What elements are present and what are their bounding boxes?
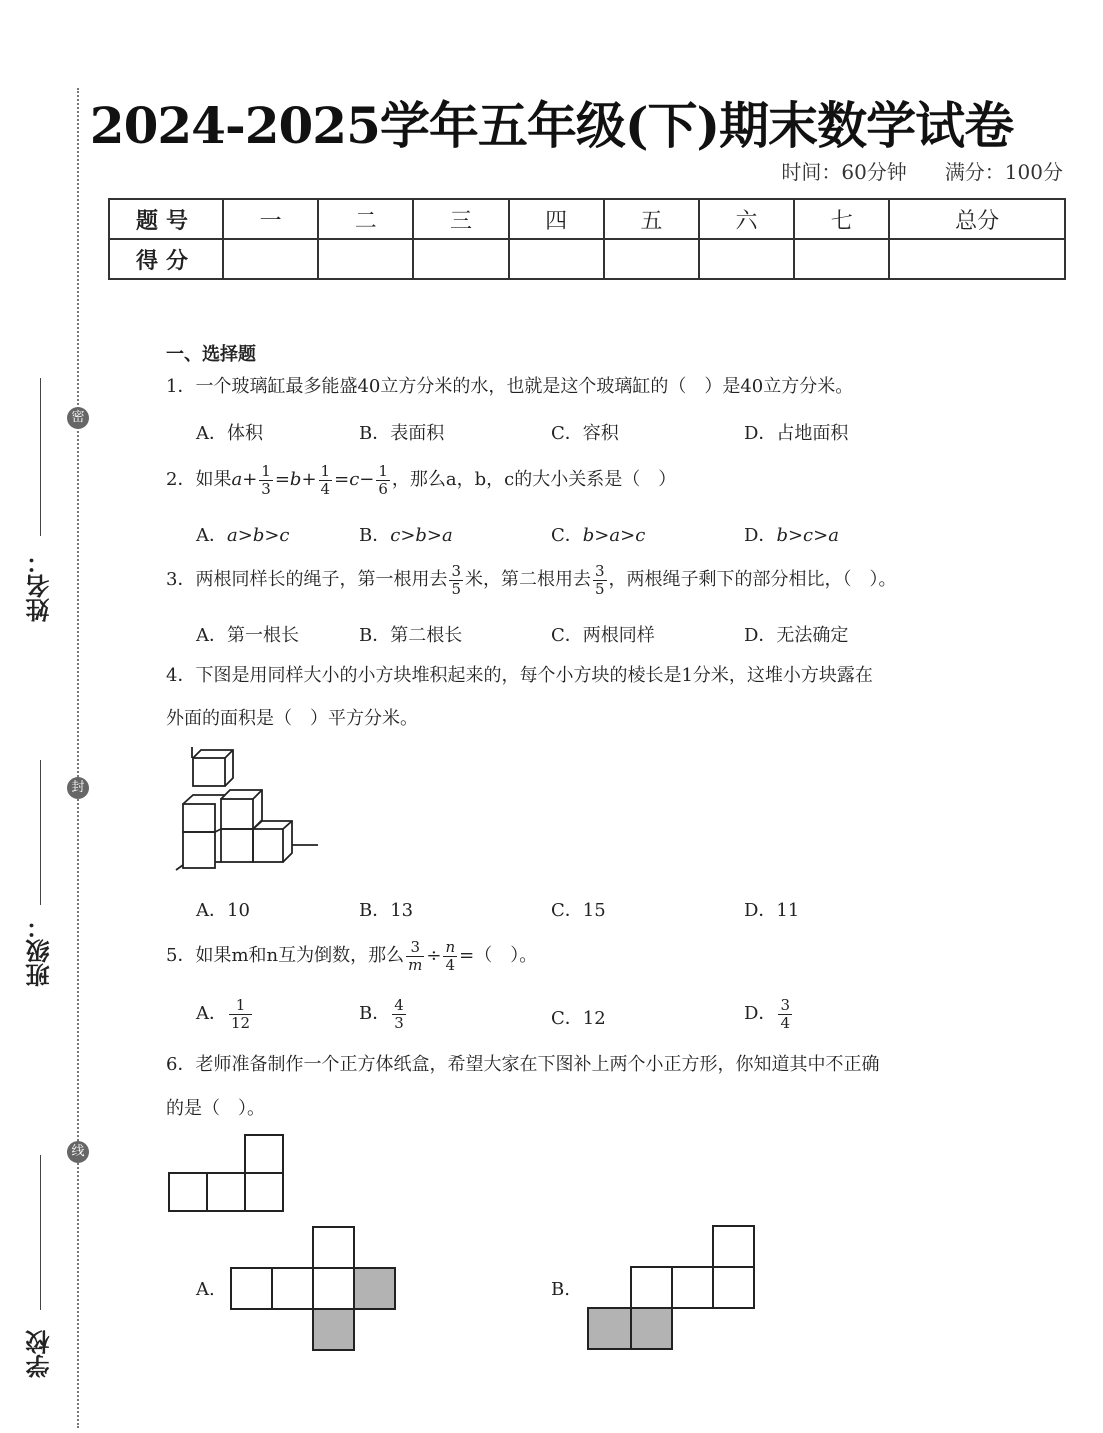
score-row: [109, 239, 1065, 279]
fraction: $\frac{3}{m}$: [408, 937, 423, 974]
score-table: [108, 198, 1066, 280]
score-cell[interactable]: [889, 239, 1065, 279]
score-cell[interactable]: [794, 239, 889, 279]
seal-feng: 封: [67, 777, 89, 799]
question-6-line2: 的是（ ）。: [166, 1098, 265, 1119]
score-cell[interactable]: [699, 239, 794, 279]
score-header-row: [109, 199, 1065, 239]
q2-option-d[interactable]: D．b>c>a: [744, 525, 839, 546]
section-heading: 一、选择题: [166, 344, 256, 365]
full-score: 满分：100分: [944, 160, 1063, 184]
question-6-line1: 6．老师准备制作一个正方体纸盒，希望大家在下图补上两个小正方形，你知道其中不正确: [166, 1054, 880, 1075]
class-blank[interactable]: [40, 760, 41, 905]
q4-option-d[interactable]: D．11: [744, 900, 800, 921]
net-option-a-figure[interactable]: [228, 1225, 400, 1353]
score-cell[interactable]: [604, 239, 699, 279]
q2-prefix: 2．如果: [166, 469, 232, 490]
net-base-figure: [166, 1133, 288, 1213]
exam-title: 2024-2025学年五年级(下)期末数学试卷: [89, 96, 1014, 155]
fraction: $\frac{3}{5}$: [451, 561, 461, 598]
header-cell: 六: [699, 199, 794, 239]
cube-stack-figure: [168, 745, 328, 880]
header-cell: 一: [223, 199, 318, 239]
time-limit: 时间：60分钟: [781, 160, 907, 184]
name-blank[interactable]: [40, 378, 41, 536]
question-3: 3．两根同样长的绳子，第一根用去 $\frac{3}{5}$ 米，第二根用去 $\frac{3}{5}$ ，两根绳子剩下的部分相比，（ ）。: [166, 561, 897, 598]
binding-dotted-line: [77, 88, 79, 1428]
q2-option-a[interactable]: A．a>b>c: [196, 525, 290, 546]
score-label: 得分: [109, 239, 223, 279]
school-label: 学校: [25, 1330, 54, 1378]
header-cell: 题号: [109, 199, 223, 239]
q5-option-b[interactable]: B． $\frac{4}{3}$: [359, 995, 404, 1032]
fraction: $\frac{1}{3}$: [261, 461, 271, 498]
net-option-b-figure[interactable]: [585, 1223, 759, 1353]
score-cell[interactable]: [413, 239, 508, 279]
q3-option-c[interactable]: C．两根同样: [551, 625, 655, 646]
q2-option-c[interactable]: C．b>a>c: [551, 525, 646, 546]
q3-option-a[interactable]: A．第一根长: [196, 625, 299, 646]
school-blank[interactable]: [40, 1155, 41, 1310]
question-5: 5．如果m和n互为倒数，那么 $\frac{3}{m}$ ÷ $\frac{n}{4}$ =（ ）。: [166, 937, 538, 974]
question-2: 2．如果a+ $\frac{1}{3}$ =b+ $\frac{1}{4}$ =c− $\frac{1}{6}$ ，那么a，b，c的大小关系是（ ）: [166, 461, 677, 498]
fraction: $\frac{3}{5}$: [595, 561, 605, 598]
header-cell: 总分: [889, 199, 1065, 239]
q5-option-a[interactable]: A． $\frac{1}{12}$: [196, 995, 251, 1032]
header-cell: 四: [509, 199, 604, 239]
q4-option-a[interactable]: A．10: [196, 900, 250, 921]
q3-option-d[interactable]: D．无法确定: [744, 625, 849, 646]
fraction: $\frac{1}{4}$: [320, 461, 331, 498]
header-cell: 七: [794, 199, 889, 239]
name-label: 姓名：: [25, 550, 54, 622]
exam-meta: [743, 156, 1063, 185]
header-cell: 三: [413, 199, 508, 239]
header-cell: 五: [604, 199, 699, 239]
score-cell[interactable]: [318, 239, 413, 279]
question-4-line2: 外面的面积是（ ）平方分米。: [166, 708, 418, 729]
q6-option-b[interactable]: B.: [551, 1279, 570, 1300]
q1-option-a[interactable]: A．体积: [196, 423, 263, 444]
q2-option-b[interactable]: B．c>b>a: [359, 525, 453, 546]
question-4-line1: 4．下图是用同样大小的小方块堆积起来的，每个小方块的棱长是1分米，这堆小方块露在: [166, 665, 873, 686]
q4-option-b[interactable]: B．13: [359, 900, 414, 921]
seal-xian: 线: [67, 1141, 89, 1163]
class-label: 班级：: [25, 915, 54, 987]
q2-suffix: ，那么a，b，c的大小关系是（ ）: [391, 469, 677, 490]
fraction: $\frac{n}{4}$: [445, 937, 456, 974]
header-cell: 二: [318, 199, 413, 239]
fraction: $\frac{1}{6}$: [378, 461, 388, 498]
q5-option-d[interactable]: D． $\frac{3}{4}$: [744, 995, 790, 1032]
q1-option-d[interactable]: D．占地面积: [744, 423, 849, 444]
score-cell[interactable]: [509, 239, 604, 279]
seal-mi: 密: [67, 407, 89, 429]
q6-option-a[interactable]: A.: [196, 1279, 215, 1300]
q3-option-b[interactable]: B．第二根长: [359, 625, 463, 646]
q1-option-c[interactable]: C．容积: [551, 423, 619, 444]
q5-option-c[interactable]: C．12: [551, 1008, 606, 1029]
question-1: 1．一个玻璃缸最多能盛40立方分米的水，也就是这个玻璃缸的（ ）是40立方分米。: [166, 376, 854, 397]
score-cell[interactable]: [223, 239, 318, 279]
q4-option-c[interactable]: C．15: [551, 900, 606, 921]
q1-option-b[interactable]: B．表面积: [359, 423, 445, 444]
